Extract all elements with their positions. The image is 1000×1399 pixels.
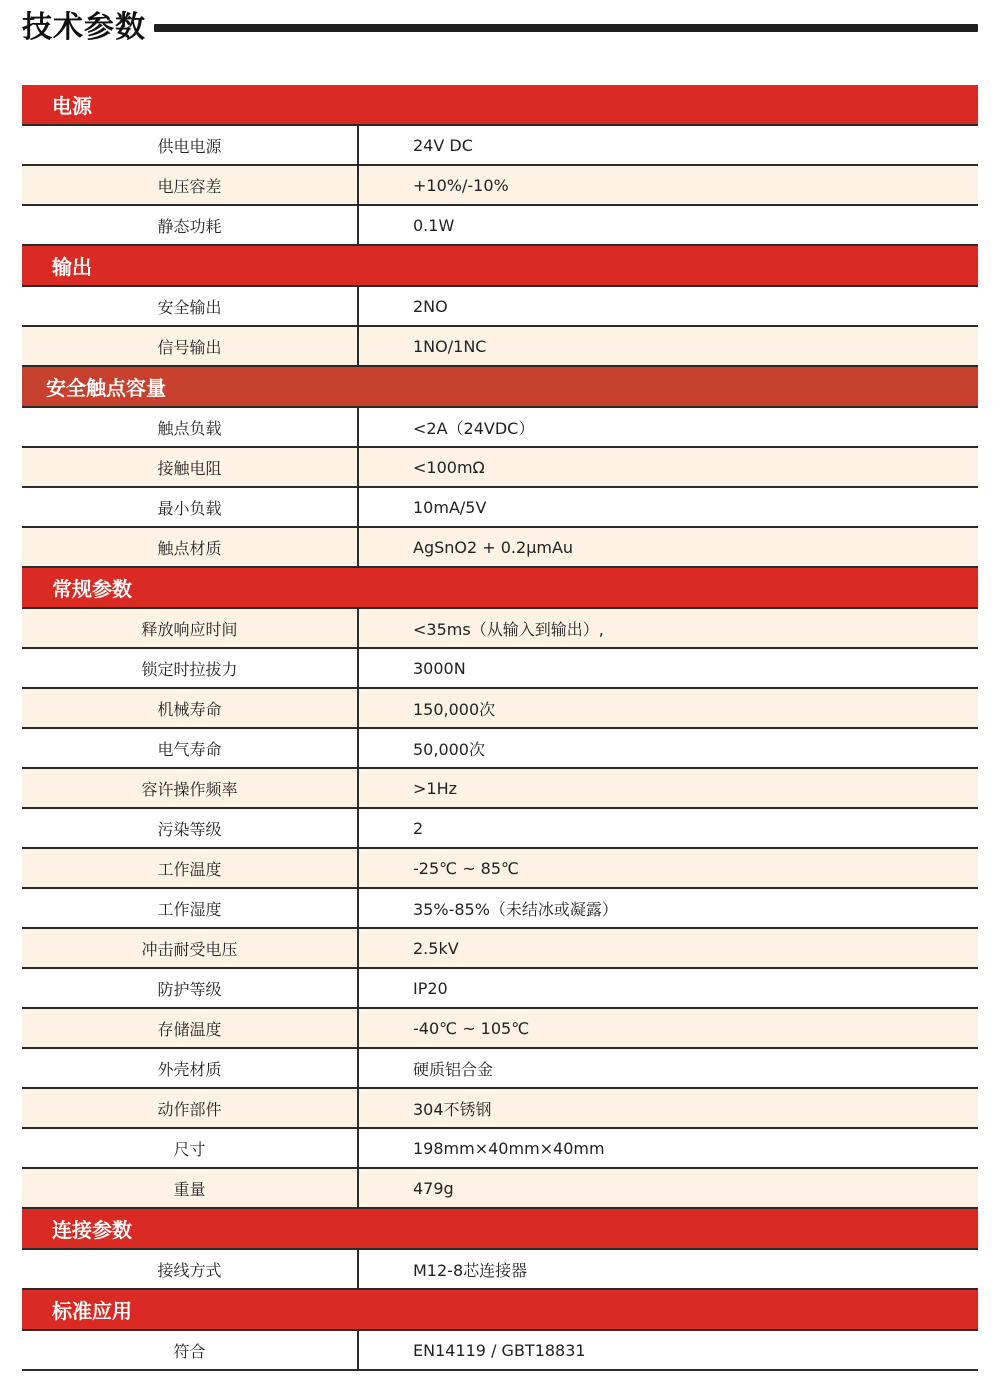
param-label: 触点负载 xyxy=(22,408,359,446)
param-label: 重量 xyxy=(22,1169,359,1207)
param-value: 150,000次 xyxy=(413,699,496,719)
table-row xyxy=(22,849,978,889)
param-value: -25℃ ~ 85℃ xyxy=(413,858,520,878)
param-label: 动作部件 xyxy=(22,1089,359,1127)
table-row xyxy=(22,448,978,488)
table-row xyxy=(22,287,978,327)
section-header: 电源 xyxy=(22,85,978,126)
table-row xyxy=(22,809,978,849)
table-row xyxy=(22,206,978,246)
param-value: 硬质铝合金 xyxy=(413,1059,494,1079)
table-row xyxy=(22,769,978,809)
table-row xyxy=(22,889,978,929)
table-row xyxy=(22,488,978,528)
param-label: 锁定时拉拔力 xyxy=(22,649,359,687)
param-value: <100mΩ xyxy=(413,457,485,477)
table-row xyxy=(22,689,978,729)
param-label: 电气寿命 xyxy=(22,729,359,767)
param-value: >1Hz xyxy=(413,778,458,798)
param-label: 接线方式 xyxy=(22,1250,359,1288)
table-row xyxy=(22,929,978,969)
param-value: 2NO xyxy=(413,296,448,316)
param-value: <2A（24VDC） xyxy=(413,418,535,438)
param-value: 2 xyxy=(413,818,424,838)
title-rule xyxy=(154,24,978,32)
section-header: 连接参数 xyxy=(22,1209,978,1250)
section-header: 安全触点容量 xyxy=(22,367,978,408)
param-value: 304不锈钢 xyxy=(413,1099,492,1119)
param-value: 3000N xyxy=(413,658,466,678)
param-value: 0.1W xyxy=(413,215,455,235)
param-value: +10%/-10% xyxy=(413,175,509,195)
table-row xyxy=(22,609,978,649)
table-row xyxy=(22,1169,978,1209)
param-value: AgSnO2 + 0.2μmAu xyxy=(413,537,574,557)
param-label: 信号输出 xyxy=(22,327,359,365)
table-row xyxy=(22,327,978,367)
table-row xyxy=(22,1331,978,1371)
section-header: 输出 xyxy=(22,246,978,287)
table-row xyxy=(22,1009,978,1049)
param-label: 释放响应时间 xyxy=(22,609,359,647)
param-label: 尺寸 xyxy=(22,1129,359,1167)
param-label: 工作温度 xyxy=(22,849,359,887)
param-label: 符合 xyxy=(22,1331,359,1369)
section-header: 标准应用 xyxy=(22,1290,978,1331)
param-label: 外壳材质 xyxy=(22,1049,359,1087)
param-value: 50,000次 xyxy=(413,739,485,759)
table-row xyxy=(22,969,978,1009)
param-label: 容许操作频率 xyxy=(22,769,359,807)
param-label: 工作湿度 xyxy=(22,889,359,927)
param-value: M12-8芯连接器 xyxy=(413,1260,528,1280)
param-label: 冲击耐受电压 xyxy=(22,929,359,967)
param-value: 10mA/5V xyxy=(413,497,487,517)
table-row xyxy=(22,1049,978,1089)
param-label: 防护等级 xyxy=(22,969,359,1007)
param-label: 最小负载 xyxy=(22,488,359,526)
param-value: IP20 xyxy=(413,978,448,998)
param-value: 35%-85%（未结冰或凝露） xyxy=(413,899,618,919)
param-value: 198mm×40mm×40mm xyxy=(413,1138,605,1158)
param-value: <35ms（从输入到输出）, xyxy=(413,619,604,639)
param-label: 污染等级 xyxy=(22,809,359,847)
param-value: 24V DC xyxy=(413,135,473,155)
param-label: 供电电源 xyxy=(22,126,359,164)
table-row xyxy=(22,166,978,206)
param-value: 479g xyxy=(413,1178,454,1198)
page-header xyxy=(22,4,978,50)
param-label: 静态功耗 xyxy=(22,206,359,244)
table-row xyxy=(22,729,978,769)
table-row xyxy=(22,1250,978,1290)
table-row xyxy=(22,1089,978,1129)
table-row xyxy=(22,408,978,448)
param-label: 机械寿命 xyxy=(22,689,359,727)
param-label: 存储温度 xyxy=(22,1009,359,1047)
param-label: 触点材质 xyxy=(22,528,359,566)
param-value: -40℃ ~ 105℃ xyxy=(413,1018,530,1038)
table-row xyxy=(22,1129,978,1169)
param-value: 2.5kV xyxy=(413,938,459,958)
param-value: 1NO/1NC xyxy=(413,336,487,356)
page-title: 技术参数 xyxy=(22,10,146,45)
param-value: EN14119 / GBT18831 xyxy=(413,1340,586,1360)
table-row xyxy=(22,649,978,689)
table-row xyxy=(22,126,978,166)
param-label: 接触电阻 xyxy=(22,448,359,486)
spec-table xyxy=(22,85,978,1371)
param-label: 电压容差 xyxy=(22,166,359,204)
section-header: 常规参数 xyxy=(22,568,978,609)
param-label: 安全输出 xyxy=(22,287,359,325)
table-row xyxy=(22,528,978,568)
